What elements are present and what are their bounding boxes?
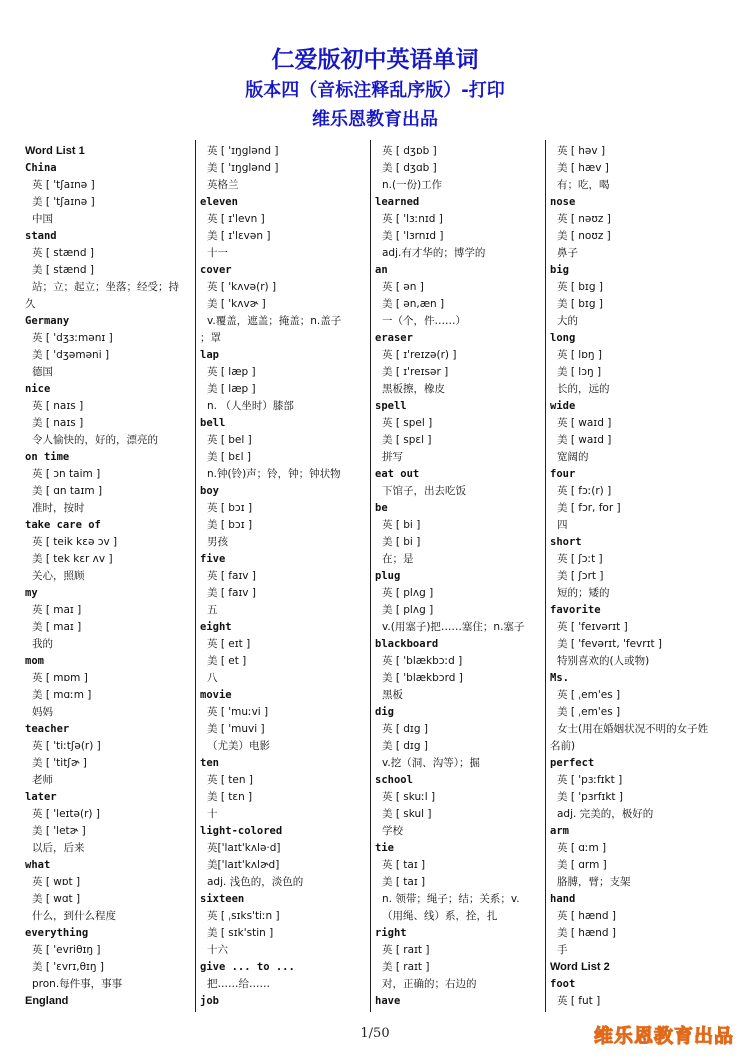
vocab-detail-line: 长的，远的 bbox=[557, 383, 610, 395]
vocab-headword: my bbox=[25, 587, 38, 599]
vocab-headword: sixteen bbox=[200, 893, 245, 905]
vocab-detail-line: 美 [ bɛl ] bbox=[207, 451, 251, 463]
vocab-detail-line: 美 [ wɑt ] bbox=[32, 893, 81, 905]
vocab-detail-line: 美 [ 'ɪŋglənd ] bbox=[207, 162, 279, 174]
vocab-detail-line: n.钟(铃)声；铃，钟；钟状物 bbox=[207, 468, 341, 480]
vocab-detail-line: 英 [ spel ] bbox=[382, 417, 433, 429]
vocab-detail-line: 英 [ ɑːm ] bbox=[557, 842, 607, 854]
vocab-detail-line: 久 bbox=[25, 298, 36, 310]
vocab-detail-line: 英 [ raɪt ] bbox=[382, 944, 430, 956]
column-divider bbox=[195, 140, 196, 1012]
vocab-detail-line: n.(一份)工作 bbox=[382, 179, 443, 191]
vocab-detail-line: 英 [ 'dʒɜːmənɪ ] bbox=[32, 332, 113, 344]
vocab-headword: what bbox=[25, 859, 51, 871]
word-column-2 bbox=[200, 143, 368, 1010]
vocab-headword: on time bbox=[25, 451, 70, 463]
vocab-detail-line: 英 [ maɪ ] bbox=[32, 604, 82, 616]
vocab-headword: movie bbox=[200, 689, 232, 701]
vocab-detail-line: 美 [ ən,æn ] bbox=[382, 298, 445, 310]
vocab-detail-line: 美 [ lɔŋ ] bbox=[557, 366, 602, 378]
vocab-headword: dig bbox=[375, 706, 394, 718]
vocab-headword: China bbox=[25, 162, 57, 174]
vocab-detail-line: 英 [ lɒŋ ] bbox=[557, 349, 602, 361]
vocab-detail-line: 鼻子 bbox=[557, 247, 578, 259]
vocab-detail-line: 美 [ 'titʃɚ ] bbox=[32, 757, 87, 769]
vocab-detail-line: 英 [ faɪv ] bbox=[207, 570, 256, 582]
vocab-detail-line: 下馆子，出去吃饭 bbox=[382, 485, 466, 497]
vocab-headword: blackboard bbox=[375, 638, 439, 650]
vocab-detail-line: 英 [ fut ] bbox=[557, 995, 601, 1007]
word-column-4 bbox=[550, 143, 718, 1010]
vocab-detail-line: 英 [ teik kɛə ɔv ] bbox=[32, 536, 118, 548]
word-column-1 bbox=[25, 143, 193, 1010]
vocab-headword: bell bbox=[200, 417, 226, 429]
vocab-detail-line: 黑板擦，橡皮 bbox=[382, 383, 445, 395]
page-title: 仁爱版初中英语单词 bbox=[271, 47, 479, 73]
vocab-detail-line: 关心，照顾 bbox=[32, 570, 85, 582]
vocab-detail-line: 英 [ 'evriθɪŋ ] bbox=[32, 944, 101, 956]
vocab-detail-line: 英 [ 'leɪtə(r) ] bbox=[32, 808, 100, 820]
vocab-detail-line: 英 [ 'pɜːfɪkt ] bbox=[557, 774, 623, 786]
vocab-detail-line: 美 [ ʃɔrt ] bbox=[557, 570, 604, 582]
vocab-detail-line: 美 [ dʒɑb ] bbox=[382, 162, 437, 174]
vocab-detail-line: 英 [ nəʊz ] bbox=[557, 213, 611, 225]
vocab-detail-line: 英 [ ʃɔːt ] bbox=[557, 553, 603, 565]
vocab-detail-line: 美 [ naɪs ] bbox=[32, 417, 84, 429]
vocab-detail-line: 美 [ bɪg ] bbox=[557, 298, 603, 310]
vocab-detail-line: 美 [ noʊz ] bbox=[557, 230, 611, 242]
vocab-headword: plug bbox=[375, 570, 401, 582]
vocab-headword: cover bbox=[200, 264, 232, 276]
vocab-headword: arm bbox=[550, 825, 569, 837]
vocab-detail-line: 英 [ ɪ'reɪzə(r) ] bbox=[382, 349, 457, 361]
vocab-headword: light-colored bbox=[200, 825, 283, 837]
vocab-detail-line: 什么，到什么程度 bbox=[32, 910, 116, 922]
vocab-detail-line: 四 bbox=[557, 519, 568, 531]
vocab-detail-line: 美['laɪt'kʌlɚd] bbox=[207, 859, 280, 871]
vocab-headword: ten bbox=[200, 757, 219, 769]
vocab-headword: eight bbox=[200, 621, 232, 633]
vocab-detail-line: 英 [ læp ] bbox=[207, 366, 256, 378]
vocab-detail-line: 把……给…… bbox=[207, 978, 270, 990]
vocab-headword: teacher bbox=[25, 723, 70, 735]
vocab-detail-line: 美 [ bi ] bbox=[382, 536, 421, 548]
vocab-detail-line: 美 [ sɪk'stin ] bbox=[207, 927, 274, 939]
vocab-headword: stand bbox=[25, 230, 57, 242]
vocab-detail-line: 美 [ læp ] bbox=[207, 383, 256, 395]
vocab-detail-line: 十一 bbox=[207, 247, 228, 259]
vocab-headword: mom bbox=[25, 655, 44, 667]
vocab-detail-line: 英 [ ɔn taim ] bbox=[32, 468, 101, 480]
vocab-detail-line: 十 bbox=[207, 808, 218, 820]
vocab-detail-line: 美 [ 'dʒəməni ] bbox=[32, 349, 110, 361]
vocab-detail-line: 一（个，件……） bbox=[382, 315, 466, 327]
vocab-detail-line: 英 [ hænd ] bbox=[557, 910, 616, 922]
vocab-detail-line: pron.每件事，事事 bbox=[32, 978, 123, 990]
vocab-detail-line: 老师 bbox=[32, 774, 53, 786]
vocab-detail-line: 女士(用在婚姻状况不明的女子姓 bbox=[557, 723, 709, 735]
vocab-detail-line: 英 [ ˌsɪks'tiːn ] bbox=[207, 910, 280, 922]
vocab-detail-line: 英 [ 'tiːtʃə(r) ] bbox=[32, 740, 101, 752]
vocab-detail-line: v.挖（洞、沟等）；掘 bbox=[382, 757, 480, 769]
vocab-headword: eat out bbox=[375, 468, 420, 480]
vocab-detail-line: 美 [ tɛn ] bbox=[207, 791, 253, 803]
vocab-headword: short bbox=[550, 536, 582, 548]
vocab-headword: Word List 1 bbox=[25, 145, 85, 157]
vocab-detail-line: 英格兰 bbox=[207, 179, 239, 191]
vocab-detail-line: 英 [ ten ] bbox=[207, 774, 253, 786]
vocab-detail-line: 美 [ 'lɜrnɪd ] bbox=[382, 230, 444, 242]
vocab-detail-line: 英 [ dʒɒb ] bbox=[382, 145, 437, 157]
vocab-detail-line: 美 [ 'pɜrfɪkt ] bbox=[557, 791, 623, 803]
vocab-detail-line: ；罩 bbox=[200, 332, 221, 344]
vocab-headword: hand bbox=[550, 893, 576, 905]
vocab-detail-line: （尤美）电影 bbox=[207, 740, 270, 752]
vocab-detail-line: 英 [ 'lɜːnɪd ] bbox=[382, 213, 443, 225]
vocab-detail-line: 英 [ həv ] bbox=[557, 145, 606, 157]
vocab-detail-line: 准时，按时 bbox=[32, 502, 85, 514]
vocab-detail-line: 英 [ dɪg ] bbox=[382, 723, 428, 735]
vocab-headword: five bbox=[200, 553, 226, 565]
vocab-detail-line: 英 [ skuːl ] bbox=[382, 791, 436, 803]
vocab-headword: spell bbox=[375, 400, 407, 412]
vocab-detail-line: n. （人坐时）膝部 bbox=[207, 400, 294, 412]
vocab-detail-line: 中国 bbox=[32, 213, 53, 225]
vocab-detail-line: 英 [ 'blækbɔːd ] bbox=[382, 655, 463, 667]
vocab-detail-line: 英 [ 'kʌvə(r) ] bbox=[207, 281, 277, 293]
vocab-detail-line: 英 [ bi ] bbox=[382, 519, 421, 531]
vocab-detail-line: 美 [ stænd ] bbox=[32, 264, 94, 276]
vocab-detail-line: 英 [ plʌg ] bbox=[382, 587, 434, 599]
vocab-headword: be bbox=[375, 502, 388, 514]
vocab-detail-line: 英 [ 'feɪvərɪt ] bbox=[557, 621, 628, 633]
vocab-detail-line: 短的；矮的 bbox=[557, 587, 610, 599]
vocab-detail-line: 英 [ bel ] bbox=[207, 434, 252, 446]
vocab-detail-line: 美 [ 'muvi ] bbox=[207, 723, 265, 735]
vocab-detail-line: 美 [ 'kʌvɚ ] bbox=[207, 298, 266, 310]
vocab-detail-line: 英 [ wɒt ] bbox=[32, 876, 81, 888]
vocab-detail-line: 美 [ 'tʃaɪnə ] bbox=[32, 196, 95, 208]
vocab-detail-line: 德国 bbox=[32, 366, 53, 378]
vocab-detail-line: 胳膊，臂；支架 bbox=[557, 876, 631, 888]
vocab-headword: boy bbox=[200, 485, 219, 497]
vocab-headword: perfect bbox=[550, 757, 595, 769]
vocab-headword: four bbox=[550, 468, 576, 480]
vocab-detail-line: 英 [ bɔɪ ] bbox=[207, 502, 253, 514]
vocab-detail-line: 令人愉快的，好的，漂亮的 bbox=[32, 434, 158, 446]
vocab-detail-line: 名前) bbox=[550, 740, 576, 752]
vocab-detail-line: 有；吃，喝 bbox=[557, 179, 610, 191]
vocab-headword: nose bbox=[550, 196, 576, 208]
vocab-detail-line: 美 [ 'blækbɔrd ] bbox=[382, 672, 463, 684]
vocab-detail-line: 美 [ dɪg ] bbox=[382, 740, 428, 752]
vocab-detail-line: v.(用塞子)把……塞住；n.塞子 bbox=[382, 621, 525, 633]
vocab-headword: eraser bbox=[375, 332, 413, 344]
vocab-detail-line: 英 [ eɪt ] bbox=[207, 638, 251, 650]
vocab-headword: foot bbox=[550, 978, 576, 990]
vocab-detail-line: 英 [ naɪs ] bbox=[32, 400, 84, 412]
vocab-detail-line: 美 [ ɑrm ] bbox=[557, 859, 607, 871]
vocab-detail-line: 美 [ mɑːm ] bbox=[32, 689, 92, 701]
vocab-detail-line: 美 [ hænd ] bbox=[557, 927, 616, 939]
vocab-detail-line: 英 [ bɪg ] bbox=[557, 281, 603, 293]
vocab-detail-line: 英 [ 'tʃaɪnə ] bbox=[32, 179, 95, 191]
vocab-detail-line: 美 [ tek kɛr ʌv ] bbox=[32, 553, 113, 565]
vocab-detail-line: 美 [ faɪv ] bbox=[207, 587, 256, 599]
vocab-headword: later bbox=[25, 791, 57, 803]
vocab-detail-line: 大的 bbox=[557, 315, 578, 327]
vocab-headword: England bbox=[25, 995, 69, 1007]
vocab-detail-line: 男孩 bbox=[207, 536, 228, 548]
vocab-headword: job bbox=[200, 995, 219, 1007]
vocab-detail-line: 英 [ mɒm ] bbox=[32, 672, 88, 684]
vocab-detail-line: 特别喜欢的(人或物) bbox=[557, 655, 650, 667]
vocab-detail-line: 站；立；起立；坐落；经受；持 bbox=[32, 281, 179, 293]
vocab-detail-line: v.覆盖，遮盖；掩盖；n.盖子 bbox=[207, 315, 342, 327]
vocab-detail-line: 美 [ fɔr, for ] bbox=[557, 502, 621, 514]
vocab-detail-line: 英 [ 'ɪŋglənd ] bbox=[207, 145, 279, 157]
vocab-detail-line: 美 [ taɪ ] bbox=[382, 876, 426, 888]
page-subtitle: 版本四（音标注释乱序版）-打印 bbox=[245, 80, 505, 101]
vocab-headword: Ms. bbox=[550, 672, 569, 684]
vocab-headword: big bbox=[550, 264, 569, 276]
vocab-detail-line: 美 [ waɪd ] bbox=[557, 434, 612, 446]
vocab-detail-line: （用绳、线）系，拴，扎 bbox=[382, 910, 498, 922]
vocab-detail-line: 英 [ taɪ ] bbox=[382, 859, 426, 871]
vocab-detail-line: 美 [ spɛl ] bbox=[382, 434, 432, 446]
vocab-detail-line: 在；是 bbox=[382, 553, 414, 565]
vocab-detail-line: 美 [ ɑn taɪm ] bbox=[32, 485, 103, 497]
vocab-headword: lap bbox=[200, 349, 219, 361]
vocab-detail-line: 英 [ stænd ] bbox=[32, 247, 94, 259]
vocab-detail-line: 英 [ ən ] bbox=[382, 281, 424, 293]
vocab-detail-line: 宽阔的 bbox=[557, 451, 589, 463]
vocab-detail-line: 美 [ hæv ] bbox=[557, 162, 609, 174]
vocab-detail-line: 英 [ waɪd ] bbox=[557, 417, 612, 429]
publisher-line: 维乐恩教育出品 bbox=[312, 109, 438, 130]
vocab-headword: Word List 2 bbox=[550, 961, 610, 973]
vocab-headword: everything bbox=[25, 927, 89, 939]
vocab-detail-line: 五 bbox=[207, 604, 218, 616]
vocab-detail-line: 美 [ plʌg ] bbox=[382, 604, 434, 616]
vocab-detail-line: n. 领带；绳子；结；关系；v. bbox=[382, 893, 520, 905]
watermark-logo: 维乐恩教育出品 bbox=[593, 1025, 734, 1047]
vocab-detail-line: 美 [ 'letɚ ] bbox=[32, 825, 86, 837]
vocab-detail-line: 以后，后来 bbox=[32, 842, 85, 854]
vocab-detail-line: 英 [ ɪ'levn ] bbox=[207, 213, 265, 225]
vocab-headword: wide bbox=[550, 400, 576, 412]
vocab-detail-line: 十六 bbox=[207, 944, 228, 956]
vocab-detail-line: 英['laɪt'kʌlə·d] bbox=[207, 842, 281, 854]
vocab-detail-line: 美 [ bɔɪ ] bbox=[207, 519, 253, 531]
vocab-detail-line: 八 bbox=[207, 672, 218, 684]
vocab-detail-line: 手 bbox=[557, 944, 568, 956]
vocab-detail-line: 美 [ skul ] bbox=[382, 808, 432, 820]
page-number: 1/50 bbox=[360, 1026, 390, 1041]
vocab-detail-line: 妈妈 bbox=[32, 706, 53, 718]
vocab-headword: Germany bbox=[25, 315, 70, 327]
vocab-detail-line: 美 [ ɪ'lɛvən ] bbox=[207, 230, 271, 242]
vocab-detail-line: 英 [ fɔː(r) ] bbox=[557, 485, 612, 497]
vocab-headword: give ... to ... bbox=[200, 961, 295, 973]
vocab-headword: an bbox=[375, 264, 388, 276]
vocab-detail-line: 英 [ 'muːvi ] bbox=[207, 706, 269, 718]
vocab-headword: right bbox=[375, 927, 407, 939]
vocab-detail-line: adj.有才华的；博学的 bbox=[382, 247, 486, 259]
vocab-headword: take care of bbox=[25, 519, 101, 531]
vocab-detail-line: 对，正确的；右边的 bbox=[382, 978, 477, 990]
vocab-detail-line: 学校 bbox=[382, 825, 403, 837]
vocab-detail-line: 美 [ 'fevərɪt, 'fevrɪt ] bbox=[557, 638, 663, 650]
vocab-headword: learned bbox=[375, 196, 420, 208]
vocab-headword: long bbox=[550, 332, 576, 344]
vocab-detail-line: 美 [ ˌem'es ] bbox=[557, 706, 621, 718]
column-divider bbox=[370, 140, 371, 1012]
vocab-headword: school bbox=[375, 774, 413, 786]
word-column-3 bbox=[375, 143, 543, 1010]
vocab-detail-line: 美 [ et ] bbox=[207, 655, 247, 667]
vocab-detail-line: 英 [ ˌem'es ] bbox=[557, 689, 621, 701]
vocab-headword: tie bbox=[375, 842, 394, 854]
vocab-detail-line: adj. 浅色的，淡色的 bbox=[207, 876, 304, 888]
vocab-detail-line: 美 [ maɪ ] bbox=[32, 621, 82, 633]
vocab-detail-line: 美 [ ɪ'reɪsər ] bbox=[382, 366, 449, 378]
vocab-detail-line: 拼写 bbox=[382, 451, 403, 463]
vocab-headword: favorite bbox=[550, 604, 601, 616]
vocab-headword: nice bbox=[25, 383, 51, 395]
vocab-detail-line: 黑板 bbox=[382, 689, 403, 701]
vocab-headword: eleven bbox=[200, 196, 238, 208]
vocab-detail-line: 美 [ 'ɛvrɪ,θɪŋ ] bbox=[32, 961, 105, 973]
vocab-detail-line: adj. 完美的，极好的 bbox=[557, 808, 654, 820]
column-divider bbox=[545, 140, 546, 1012]
vocab-headword: have bbox=[375, 995, 401, 1007]
vocab-detail-line: 美 [ raɪt ] bbox=[382, 961, 430, 973]
vocab-detail-line: 我的 bbox=[32, 638, 53, 650]
